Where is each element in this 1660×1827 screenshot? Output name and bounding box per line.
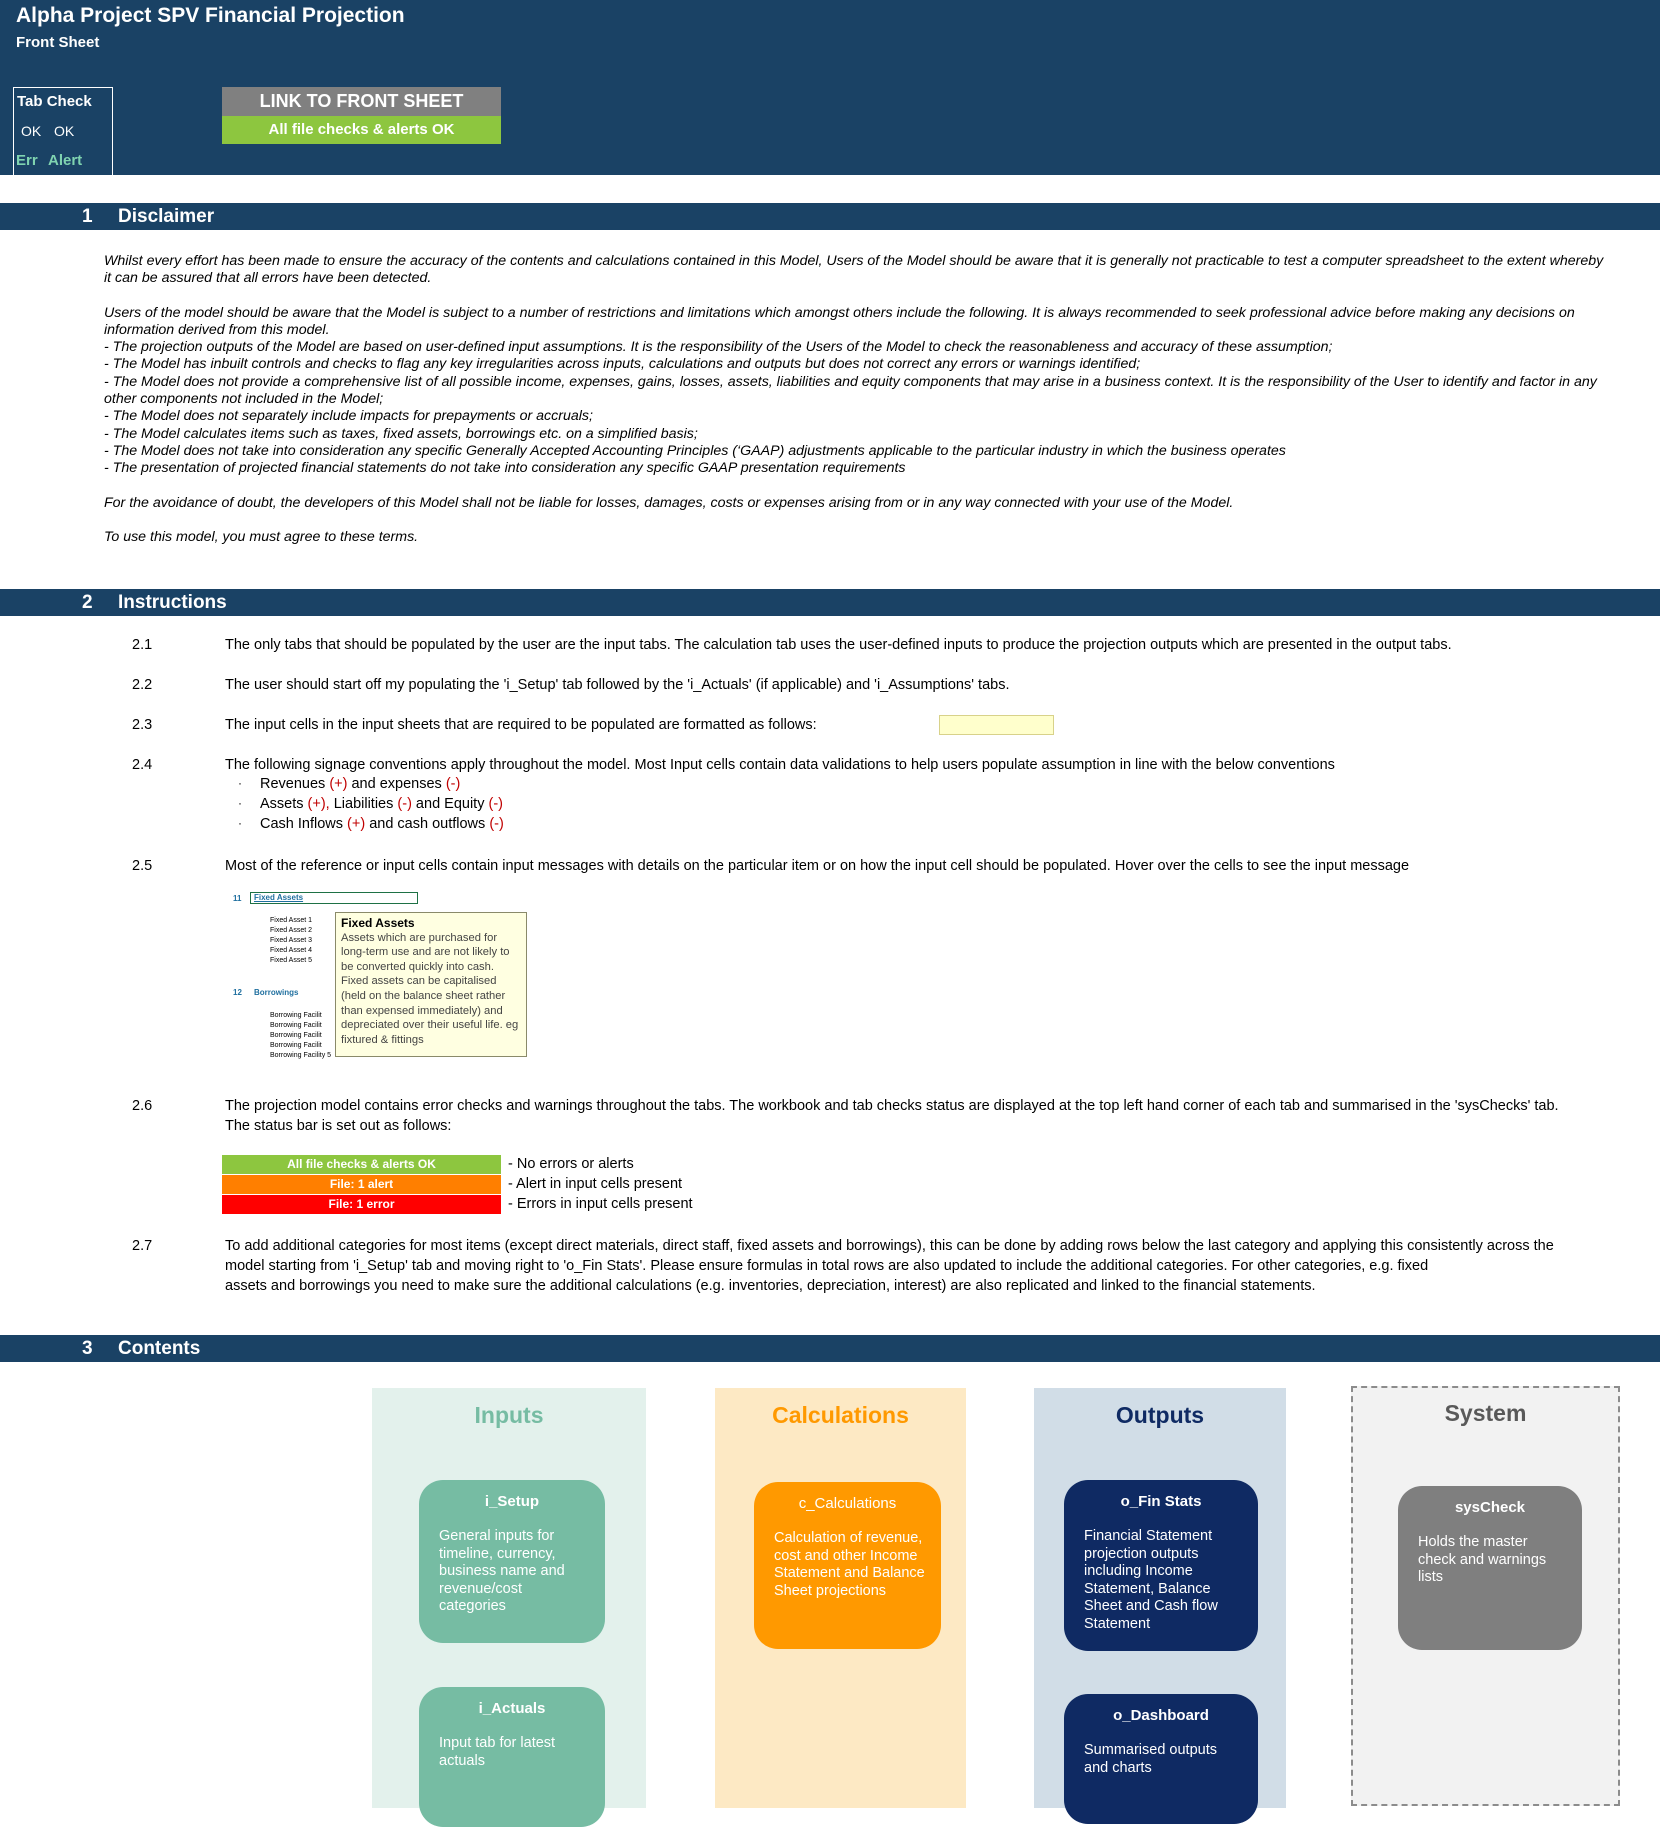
instruction-number: 2.6 bbox=[132, 1098, 153, 1114]
section-number: 1 bbox=[82, 206, 93, 227]
tab-check-title: Tab Check bbox=[17, 93, 92, 110]
section-instructions-header bbox=[0, 589, 1660, 616]
bullet-text: and cash outflows bbox=[365, 816, 490, 832]
mini-heading: Fixed Assets bbox=[254, 893, 304, 902]
bullet-dot: · bbox=[238, 776, 242, 790]
instruction-text: The following signage conventions apply throughout the model. Most Input cells contain data validations to help users populate assumption in line with the below conventions bbox=[225, 757, 1335, 773]
tab-card-description: Calculation of revenue, cost and other Income Statement and Balance Sheet projections bbox=[774, 1530, 925, 1599]
mini-row-number: 11 bbox=[233, 894, 242, 903]
mini-row-label: Fixed Asset 2 bbox=[270, 927, 313, 934]
disclaimer-text bbox=[104, 253, 1604, 546]
sign-minus: (-) bbox=[445, 776, 461, 792]
tab-card-c-calculations[interactable] bbox=[754, 1482, 941, 1649]
contents-calculations-column bbox=[715, 1388, 966, 1808]
disclaimer-item: - The projection outputs of the Model are based on user-defined input assumptions. It is the responsibility of the Users of the Model to check the reasonableness and accuracy of these assumption; bbox=[104, 339, 1333, 356]
tab-check-ok: OK bbox=[54, 123, 75, 139]
column-title: Calculations bbox=[772, 1402, 909, 1428]
tab-card-description: Financial Statement projection outputs including Income Statement, Balance Sheet and Cash flow Statement bbox=[1084, 1528, 1218, 1632]
instruction-text: The projection model contains error checks and warnings throughout the tabs. The workbook and tab checks status are displayed at the top left hand corner of each tab and summarised in the 'sysChecks' tab. The status bar is set out as follows: bbox=[225, 1098, 1559, 1134]
bullet-text: Assets bbox=[260, 796, 308, 812]
mini-row-label: Borrowing Facilit bbox=[270, 1042, 322, 1049]
page-title: Alpha Project SPV Financial Projection bbox=[16, 4, 405, 27]
sign-minus: (-) bbox=[488, 796, 503, 812]
disclaimer-item: - The Model has inbuilt controls and checks to flag any key irregularities across inputs, calculations and outputs but does not correct any errors or warnings identified; bbox=[104, 356, 1141, 373]
disclaimer-paragraph: For the avoidance of doubt, the developers of this Model shall not be liable for losses, damages, costs or expenses arising from or in any way connected with your use of the Model. bbox=[104, 494, 1234, 511]
column-title: Inputs bbox=[474, 1402, 544, 1428]
mini-row-label: Borrowing Facilit bbox=[270, 1032, 322, 1039]
mini-row-label: Borrowing Facility 5 bbox=[270, 1052, 332, 1059]
sign-plus: (+) bbox=[329, 776, 348, 792]
column-title: Outputs bbox=[1115, 1402, 1205, 1428]
section-label: Disclaimer bbox=[118, 206, 215, 227]
disclaimer-paragraph: To use this model, you must agree to these terms. bbox=[104, 528, 419, 545]
status-bar-error: File: 1 error bbox=[222, 1195, 501, 1214]
instruction-line: assets and borrowings you need to make sure the additional calculations (e.g. inventories, depreciation, interest) are also replicated and linked to the financial statements. bbox=[225, 1278, 1316, 1294]
disclaimer-item: - The Model does not separately include impacts for prepayments or accruals; bbox=[104, 408, 593, 425]
bullet-text: Liabilities bbox=[329, 796, 398, 812]
tab-check-ok: OK bbox=[21, 123, 42, 139]
section-number: 3 bbox=[82, 1338, 93, 1359]
mini-row-label: Borrowing Facilit bbox=[270, 1012, 322, 1019]
section-disclaimer-header bbox=[0, 203, 1660, 230]
bullet-text: Cash Inflows bbox=[260, 816, 348, 832]
disclaimer-item: - The Model does not provide a comprehensive list of all possible income, expenses, gains, losses, assets, liabilities and equity components that may arise in a business context. It is the responsibility of the User to identify and factor in any other components not included in the Model; bbox=[104, 373, 1597, 408]
instruction-number: 2.4 bbox=[132, 757, 153, 773]
contents-outputs-column bbox=[1034, 1388, 1286, 1808]
tab-card-i-actuals[interactable] bbox=[419, 1687, 605, 1827]
link-to-front-sheet-button[interactable]: LINK TO FRONT SHEET bbox=[222, 87, 501, 116]
bullet-dot: · bbox=[238, 816, 242, 830]
contents-system-column bbox=[1351, 1386, 1620, 1806]
status-description: - Alert in input cells present bbox=[508, 1176, 683, 1192]
tab-card-name: i_Actuals bbox=[478, 1700, 546, 1717]
tab-check-alert: Alert bbox=[48, 152, 83, 169]
tooltip-title: Fixed Assets bbox=[341, 916, 415, 930]
tab-card-o-dashboard[interactable] bbox=[1064, 1694, 1258, 1824]
sign-plus: (+), bbox=[307, 796, 330, 812]
disclaimer-item: - The Model does not take into consideration any specific Generally Accepted Accounting Principles (‘GAAP) adjustments applicable to the particular industry in which the business operates bbox=[104, 442, 1286, 459]
instruction-line: To add additional categories for most items (except direct materials, direct staff, fixed assets and borrowings), this can be done by adding rows below the last category and applying this consistently across the bbox=[225, 1238, 1554, 1254]
status-bar-alert: File: 1 alert bbox=[222, 1175, 501, 1194]
instruction-number: 2.5 bbox=[132, 858, 153, 874]
tab-check-err: Err bbox=[16, 152, 38, 169]
tab-card-name: sysCheck bbox=[1454, 1499, 1526, 1516]
disclaimer-item: - The Model calculates items such as taxes, fixed assets, borrowings etc. on a simplified basis; bbox=[104, 425, 698, 442]
tab-card-description: General inputs for timeline, currency, business name and revenue/cost categories bbox=[439, 1528, 565, 1614]
tab-card-description: Summarised outputs and charts bbox=[1084, 1742, 1217, 1776]
tab-card-i-setup[interactable] bbox=[419, 1480, 605, 1643]
status-description: - Errors in input cells present bbox=[508, 1196, 693, 1212]
page-subtitle: Front Sheet bbox=[16, 34, 100, 51]
section-contents-header bbox=[0, 1335, 1660, 1362]
sign-plus: (+) bbox=[347, 816, 366, 832]
contents-inputs-column bbox=[372, 1388, 646, 1808]
mini-row-label: Fixed Asset 3 bbox=[270, 937, 313, 944]
bullet-text: and Equity bbox=[411, 796, 489, 812]
bullet-dot: · bbox=[238, 796, 242, 810]
tab-check-panel bbox=[13, 87, 113, 175]
tab-card-name: c_Calculations bbox=[798, 1495, 897, 1512]
sign-minus: (-) bbox=[489, 816, 504, 832]
bullet-text: and expenses bbox=[347, 776, 446, 792]
section-label: Contents bbox=[118, 1338, 201, 1359]
instruction-line: model starting from 'i_Setup' tab and moving right to 'o_Fin Stats'. Please ensure formulas in total rows are also updated to include the additional categories. For other categories, e.g. fixed bbox=[225, 1258, 1429, 1274]
instruction-text bbox=[225, 1236, 1585, 1296]
instruction-text: The input cells in the input sheets that are required to be populated are formatted as follows: bbox=[225, 717, 817, 733]
tab-card-syscheck[interactable] bbox=[1398, 1486, 1582, 1650]
disclaimer-item: - The presentation of projected financial statements do not take into consideration any specific GAAP presentation requirements bbox=[104, 460, 906, 477]
mini-row-number: 12 bbox=[233, 988, 242, 997]
input-message-tooltip bbox=[335, 912, 527, 1057]
instruction-number: 2.7 bbox=[132, 1238, 153, 1254]
tab-card-description: Holds the master check and warnings lists bbox=[1418, 1534, 1547, 1585]
tab-card-o-fin-stats[interactable] bbox=[1064, 1480, 1258, 1651]
section-number: 2 bbox=[82, 592, 93, 613]
instruction-number: 2.1 bbox=[132, 637, 153, 653]
tab-card-description: Input tab for latest actuals bbox=[439, 1735, 556, 1769]
instruction-text: The user should start off my populating the 'i_Setup' tab followed by the 'i_Actuals' (if applicable) and 'i_Assumptions' tabs. bbox=[225, 677, 1010, 693]
bullet-text: Revenues bbox=[260, 776, 330, 792]
disclaimer-paragraph: Whilst every effort has been made to ensure the accuracy of the contents and calculations contained in this Model, Users of the Model should be aware that it is generally not practicable to test a computer spreadsheet to the extent whereby it can be assured that all errors have been detected. bbox=[104, 253, 1604, 287]
mini-heading: Borrowings bbox=[254, 988, 299, 997]
input-cell-format-sample bbox=[939, 715, 1054, 735]
status-bar-ok: All file checks & alerts OK bbox=[222, 1155, 501, 1174]
tab-card-name: o_Dashboard bbox=[1113, 1707, 1209, 1724]
mini-row-label: Fixed Asset 1 bbox=[270, 917, 313, 924]
file-status-bar: All file checks & alerts OK bbox=[222, 116, 501, 144]
instruction-text: Most of the reference or input cells contain input messages with details on the particular item or on how the input cell should be populated. Hover over the cells to see the input message bbox=[225, 858, 1410, 874]
section-label: Instructions bbox=[118, 592, 227, 613]
mini-row-label: Fixed Asset 5 bbox=[270, 957, 313, 964]
disclaimer-paragraph: Users of the model should be aware that the Model is subject to a number of restrictions and limitations which amongst others include the following. It is always recommended to seek professional advice before making any decisions on information derived from this model. bbox=[104, 304, 1575, 338]
instruction-text: The only tabs that should be populated by the user are the input tabs. The calculation tab uses the user-defined inputs to produce the projection outputs which are presented in the output tabs. bbox=[225, 637, 1452, 653]
tab-card-name: o_Fin Stats bbox=[1120, 1493, 1202, 1510]
instruction-number: 2.3 bbox=[132, 717, 153, 733]
status-description: - No errors or alerts bbox=[508, 1156, 634, 1172]
tooltip-body: Assets which are purchased for long-term use and are not likely to be converted quickly into cash. Fixed assets can be capitalised (held on the balance sheet rather than expensed immediately) and depreciated over their useful life. eg fixtured & fittings bbox=[341, 931, 519, 1046]
mini-row-label: Fixed Asset 4 bbox=[270, 947, 313, 954]
column-title: System bbox=[1444, 1400, 1527, 1426]
instruction-number: 2.2 bbox=[132, 677, 153, 693]
mini-row-label: Borrowing Facilit bbox=[270, 1022, 322, 1029]
tab-card-name: i_Setup bbox=[484, 1493, 540, 1510]
sign-minus: (-) bbox=[397, 796, 412, 812]
